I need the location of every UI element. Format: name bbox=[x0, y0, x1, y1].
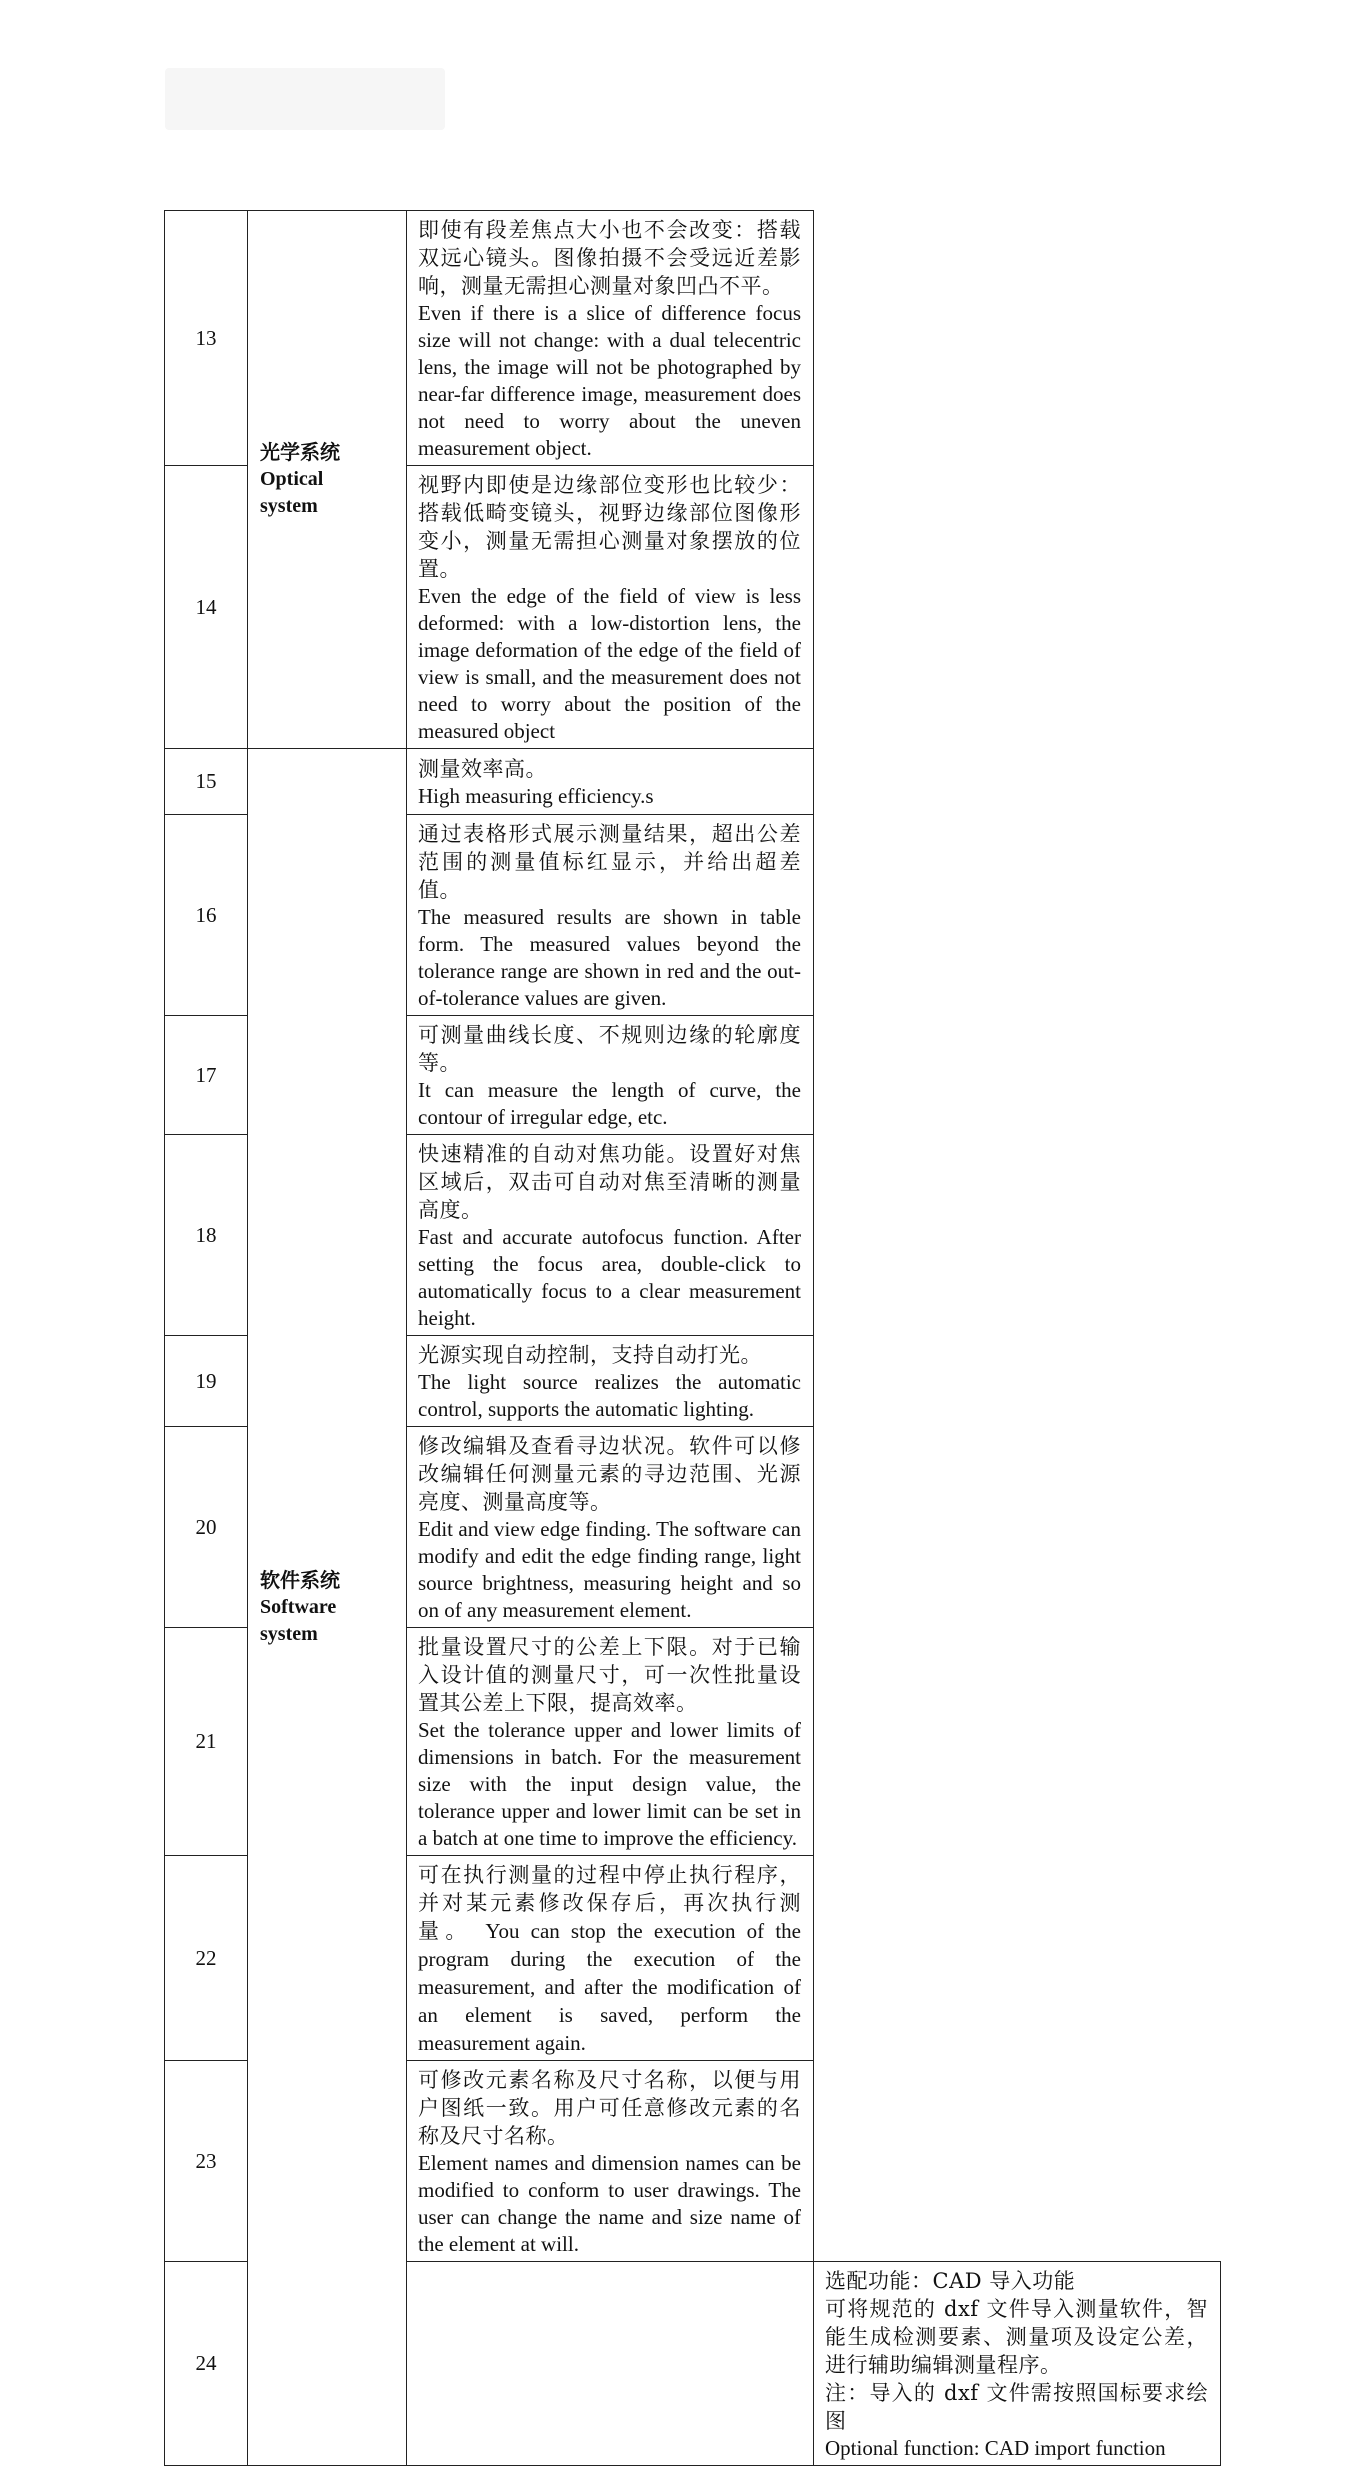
description-cn: 视野内即使是边缘部位变形也比较少：搭载低畸变镜头，视野边缘部位图像形变小，测量无需担心测量对象摆放的位置。 bbox=[418, 473, 801, 581]
description-cn: 通过表格形式展示测量结果，超出公差范围的测量值标红显示，并给出超差值。 bbox=[418, 822, 801, 902]
description-cn: 即使有段差焦点大小也不会改变：搭载双远心镜头。图像拍摄不会受远近差影响，测量无需担心测量对象凹凸不平。 bbox=[418, 218, 801, 298]
description-cell bbox=[407, 211, 814, 466]
system-name-en: Software bbox=[260, 1595, 337, 1618]
description-en: Edit and view edge finding. The software can modify and edit the edge finding range, light source brightness, measuring height and so on of any measurement element. bbox=[418, 1517, 801, 1622]
description-en: High measuring efficiency.s bbox=[418, 784, 654, 808]
description-cell bbox=[407, 466, 814, 749]
description-cell bbox=[407, 1628, 814, 1856]
description-cn: 可测量曲线长度、不规则边缘的轮廓度等。 bbox=[418, 1023, 801, 1075]
system-cell-optical bbox=[248, 211, 407, 749]
row-number: 22 bbox=[165, 1856, 248, 2061]
system-cell-software bbox=[248, 749, 407, 2466]
description-cn: 快速精准的自动对焦功能。设置好对焦区域后，双击可自动对焦至清晰的测量高度。 bbox=[418, 1142, 801, 1222]
description-cn: 测量效率高。 bbox=[418, 757, 547, 781]
description-cell bbox=[814, 2262, 1221, 2466]
description-cn: 修改编辑及查看寻边状况。软件可以修改编辑任何测量元素的寻边范围、光源亮度、测量高度等。 bbox=[418, 1434, 801, 1514]
row-number: 21 bbox=[165, 1628, 248, 1856]
spec-table bbox=[164, 210, 1221, 2466]
row-number: 20 bbox=[165, 1427, 248, 1628]
system-cell-empty bbox=[407, 2262, 814, 2466]
row-number: 14 bbox=[165, 466, 248, 749]
description-cn: 可修改元素名称及尺寸名称，以便与用户图纸一致。用户可任意修改元素的名称及尺寸名称。 bbox=[418, 2068, 801, 2148]
system-name-cn: 软件系统 bbox=[260, 1567, 340, 1592]
row-number: 18 bbox=[165, 1135, 248, 1336]
description-cell bbox=[407, 815, 814, 1016]
row-number: 24 bbox=[165, 2262, 248, 2466]
description-cell bbox=[407, 1856, 814, 2061]
description-en: The light source realizes the automatic control, supports the automatic lighting. bbox=[418, 1370, 801, 1421]
header-logo-area bbox=[165, 68, 445, 130]
description-cn: 光源实现自动控制，支持自动打光。 bbox=[418, 1343, 762, 1367]
description-en: Set the tolerance upper and lower limits of dimensions in batch. For the measurement size with the input design value, the tolerance upper and lower limit can be set in a batch at one time to improve the efficiency. bbox=[418, 1718, 801, 1850]
description-cell bbox=[407, 1135, 814, 1336]
description-en: Even the edge of the field of view is less deformed: with a low-distortion lens, the image deformation of the edge of the field of view is small, and the measurement does not need to worry about the position of the measured object bbox=[418, 584, 801, 743]
system-name-en: system bbox=[260, 495, 318, 517]
system-name-en: system bbox=[260, 1622, 318, 1645]
description-en: Even if there is a slice of difference focus size will not change: with a dual telecentric lens, the image will not be photographed by near-far difference image, measurement does not need to worry about the uneven measurement object. bbox=[418, 301, 801, 460]
table-row bbox=[165, 211, 1221, 466]
description-en: It can measure the length of curve, the contour of irregular edge, etc. bbox=[418, 1078, 801, 1129]
description-en: You can stop the execution of the program during the execution of the measurement, and after the modification of an element is saved, perform the measurement again. bbox=[418, 1919, 801, 2055]
description-cell bbox=[407, 1427, 814, 1628]
row-number: 16 bbox=[165, 815, 248, 1016]
table-row bbox=[165, 749, 1221, 815]
description-en: Optional function: CAD import function bbox=[825, 2436, 1166, 2460]
description-cn: 选配功能：CAD 导入功能 bbox=[825, 2269, 1076, 2293]
description-en: Fast and accurate autofocus function. After setting the focus area, double-click to automatically focus to a clear measurement height. bbox=[418, 1225, 801, 1330]
description-cn: 可在执行测量的过程中停止执行程序，并对某元素修改保存后，再次执行测量。 bbox=[418, 1863, 801, 1943]
description-cn: 批量设置尺寸的公差上下限。对于已输入设计值的测量尺寸，可一次性批量设置其公差上下限，提高效率。 bbox=[418, 1635, 801, 1715]
description-cell bbox=[407, 2061, 814, 2262]
description-cell bbox=[407, 1016, 814, 1135]
row-number: 23 bbox=[165, 2061, 248, 2262]
row-number: 19 bbox=[165, 1336, 248, 1427]
description-note: 注：导入的 dxf 文件需按照国标要求绘图 bbox=[825, 2381, 1208, 2433]
description-cell bbox=[407, 749, 814, 815]
description-cn: 可将规范的 dxf 文件导入测量软件，智能生成检测要素、测量项及设定公差，进行辅助编辑测量程序。 bbox=[825, 2297, 1208, 2377]
row-number: 15 bbox=[165, 749, 248, 815]
description-en: Element names and dimension names can be modified to conform to user drawings. The user can change the name and size name of the element at will. bbox=[418, 2151, 801, 2256]
description-cell bbox=[407, 1336, 814, 1427]
system-name-en: Optical bbox=[260, 468, 324, 490]
description-en: The measured results are shown in table form. The measured values beyond the tolerance range are shown in red and the out-of-tolerance values are given. bbox=[418, 905, 801, 1010]
row-number: 13 bbox=[165, 211, 248, 466]
row-number: 17 bbox=[165, 1016, 248, 1135]
description-mixed bbox=[418, 1861, 801, 2057]
system-name-cn: 光学系统 bbox=[260, 440, 340, 464]
